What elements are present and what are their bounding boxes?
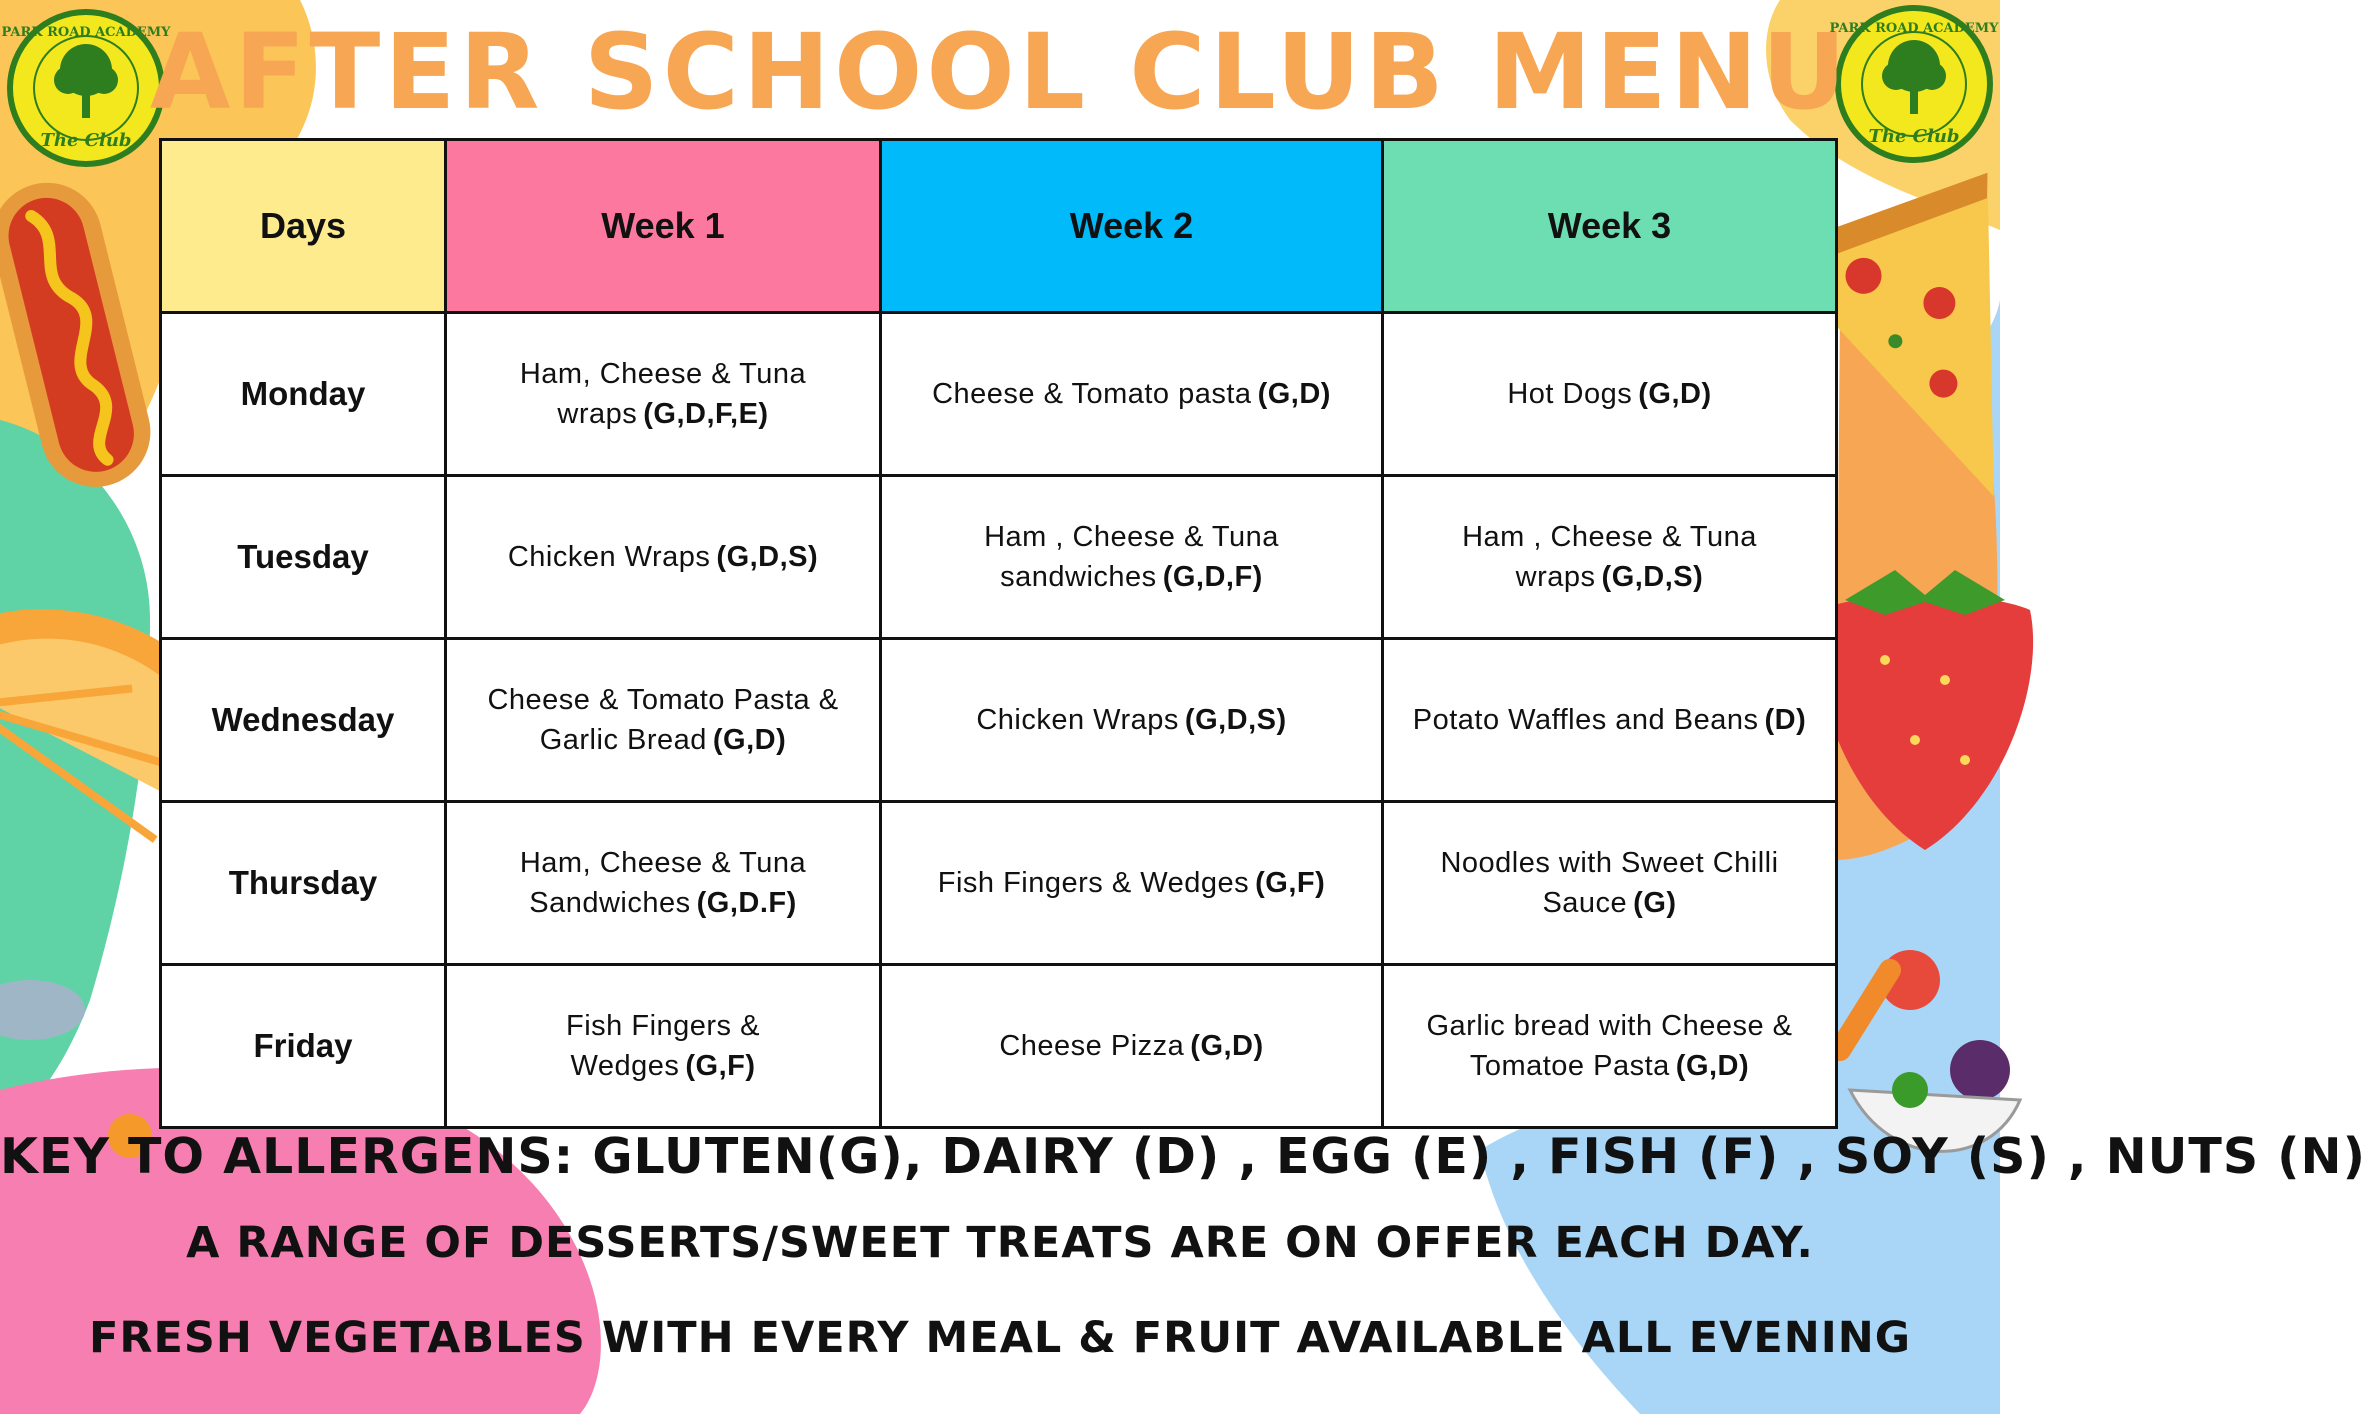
allergen-codes: (G,D,S) [1601, 561, 1704, 593]
meal-cell [881, 476, 1383, 639]
allergen-codes: (G,F) [1255, 867, 1326, 899]
allergen-codes: (D) [1764, 704, 1807, 736]
meal-text: Fish Fingers & Wedges [566, 1010, 760, 1082]
header-week-1: Week 1 [446, 140, 881, 313]
meal-cell [1383, 639, 1837, 802]
day-cell: Wednesday [161, 639, 446, 802]
table-row [161, 802, 1837, 965]
desserts-note: A RANGE OF DESSERTS/SWEET TREATS ARE ON OFFER EACH DAY. [186, 1218, 1814, 1268]
allergen-codes: (G) [1633, 887, 1677, 919]
day-cell: Tuesday [161, 476, 446, 639]
day-cell: Friday [161, 965, 446, 1128]
table-row [161, 313, 1837, 476]
meal-text: Cheese & Tomato pasta [932, 378, 1252, 410]
meal-text: Ham , Cheese & Tuna sandwiches [984, 521, 1279, 593]
meal-cell [446, 965, 881, 1128]
table-row [161, 639, 1837, 802]
table-row [161, 965, 1837, 1128]
meal-cell [881, 639, 1383, 802]
meal-cell [881, 965, 1383, 1128]
meal-text: Garlic bread with Cheese & Tomatoe Pasta [1426, 1010, 1793, 1082]
allergen-codes: (G,D) [1675, 1050, 1750, 1082]
meal-cell [881, 802, 1383, 965]
meal-text: Fish Fingers & Wedges [937, 867, 1250, 899]
allergen-codes: (G,D.F) [696, 887, 797, 919]
meal-text: Ham , Cheese & Tuna wraps [1462, 521, 1757, 593]
meal-cell [881, 313, 1383, 476]
meal-text: Cheese Pizza [999, 1030, 1185, 1062]
table-row [161, 476, 1837, 639]
header-week-2: Week 2 [881, 140, 1383, 313]
allergen-codes: (G,D) [1190, 1030, 1264, 1062]
logo-script-text: The Club [1868, 126, 1960, 147]
header-week-3: Week 3 [1383, 140, 1837, 313]
allergen-codes: (G,D,F) [1162, 561, 1263, 593]
day-cell: Monday [161, 313, 446, 476]
logo-script-text: The Club [40, 130, 132, 151]
header-row [161, 140, 1837, 313]
meal-text: Chicken Wraps [507, 541, 711, 573]
fresh-produce-note: FRESH VEGETABLES WITH EVERY MEAL & FRUIT AVAILABLE ALL EVENING [89, 1313, 1911, 1363]
meal-text: Cheese & Tomato Pasta & Garlic Bread [487, 684, 839, 756]
meal-text: Potato Waffles and Beans [1412, 704, 1759, 736]
allergen-codes: (G,D) [712, 724, 787, 756]
day-cell: Thursday [161, 802, 446, 965]
logo-top-text: PARK ROAD ACADEMY [1829, 21, 1999, 36]
meal-cell [446, 476, 881, 639]
meal-cell [1383, 802, 1837, 965]
allergen-codes: (G,D,F,E) [643, 398, 769, 430]
meal-text: Hot Dogs [1507, 378, 1633, 410]
meal-text: Ham, Cheese & Tuna Sandwiches [519, 847, 807, 919]
meal-text: Chicken Wraps [976, 704, 1179, 736]
allergen-codes: (G,D) [1257, 378, 1331, 410]
meal-cell [446, 639, 881, 802]
meal-cell [1383, 313, 1837, 476]
logo-top-text: PARK ROAD ACADEMY [1, 25, 171, 40]
meal-cell [446, 802, 881, 965]
allergen-codes: (G,F) [685, 1050, 756, 1082]
allergen-codes: (G,D) [1638, 378, 1712, 410]
allergen-key: KEY TO ALLERGENS: GLUTEN(G), DAIRY (D) , EGG (E) , FISH (F) , SOY (S) , NUTS (N) [0, 1128, 2366, 1185]
allergen-codes: (G,D,S) [716, 541, 819, 573]
menu-table [159, 138, 1838, 1129]
allergen-codes: (G,D,S) [1184, 704, 1287, 736]
meal-cell [1383, 476, 1837, 639]
header-days: Days [161, 140, 446, 313]
page-title: AFTER SCHOOL CLUB MENU [149, 11, 1851, 133]
meal-cell [446, 313, 881, 476]
meal-text: Noodles with Sweet Chilli Sauce [1440, 847, 1779, 919]
meal-text: Ham, Cheese & Tuna wraps [519, 358, 807, 430]
meal-cell [1383, 965, 1837, 1128]
